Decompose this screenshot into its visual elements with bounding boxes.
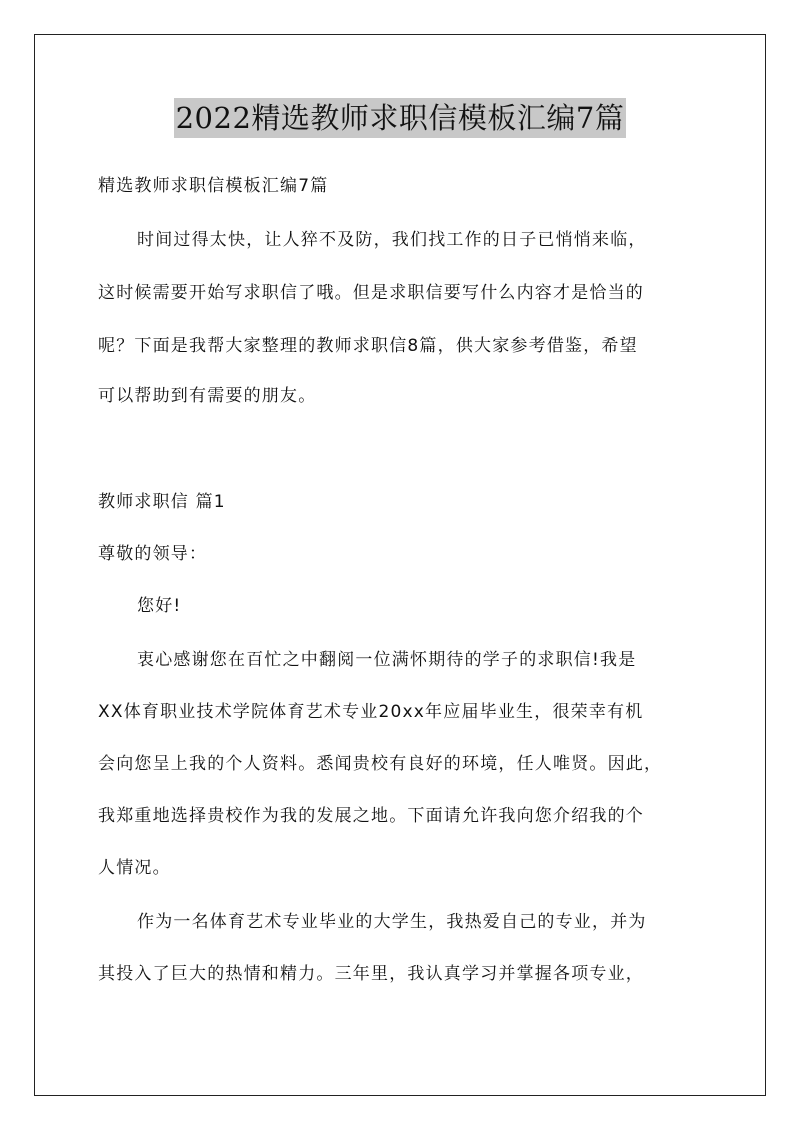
- intro-line: 呢？下面是我帮大家整理的教师求职信8篇，供大家参考借鉴，希望: [98, 336, 638, 356]
- paragraph-line: 衷心感谢您在百忙之中翻阅一位满怀期待的学子的求职信!我是: [137, 650, 637, 670]
- paragraph-line: 作为一名体育艺术专业毕业的大学生，我热爱自己的专业，并为: [137, 912, 647, 932]
- section-heading: 教师求职信 篇1: [98, 492, 226, 512]
- intro-line: 可以帮助到有需要的朋友。: [98, 386, 317, 406]
- paragraph-line: 人情况。: [98, 858, 171, 878]
- title-container: [0, 98, 800, 138]
- salutation: 尊敬的领导：: [98, 544, 208, 564]
- intro-line: 这时候需要开始写求职信了哦。但是求职信要写什么内容才是恰当的: [98, 283, 644, 303]
- paragraph-line: 其投入了巨大的热情和精力。三年里，我认真学习并掌握各项专业，: [98, 964, 644, 984]
- paragraph-line: 会向您呈上我的个人资料。悉闻贵校有良好的环境，任人唯贤。因此，: [98, 754, 663, 774]
- intro-line: 时间过得太快，让人猝不及防，我们找工作的日子已悄悄来临，: [137, 230, 647, 250]
- paragraph-line: 我郑重地选择贵校作为我的发展之地。下面请允许我向您介绍我的个: [98, 806, 644, 826]
- document-title: 2022精选教师求职信模板汇编7篇: [174, 98, 627, 138]
- paragraph-line: XX体育职业技术学院体育艺术专业20xx年应届毕业生，很荣幸有机: [98, 702, 644, 722]
- document-subtitle: 精选教师求职信模板汇编7篇: [98, 176, 329, 196]
- greeting: 您好!: [137, 596, 182, 616]
